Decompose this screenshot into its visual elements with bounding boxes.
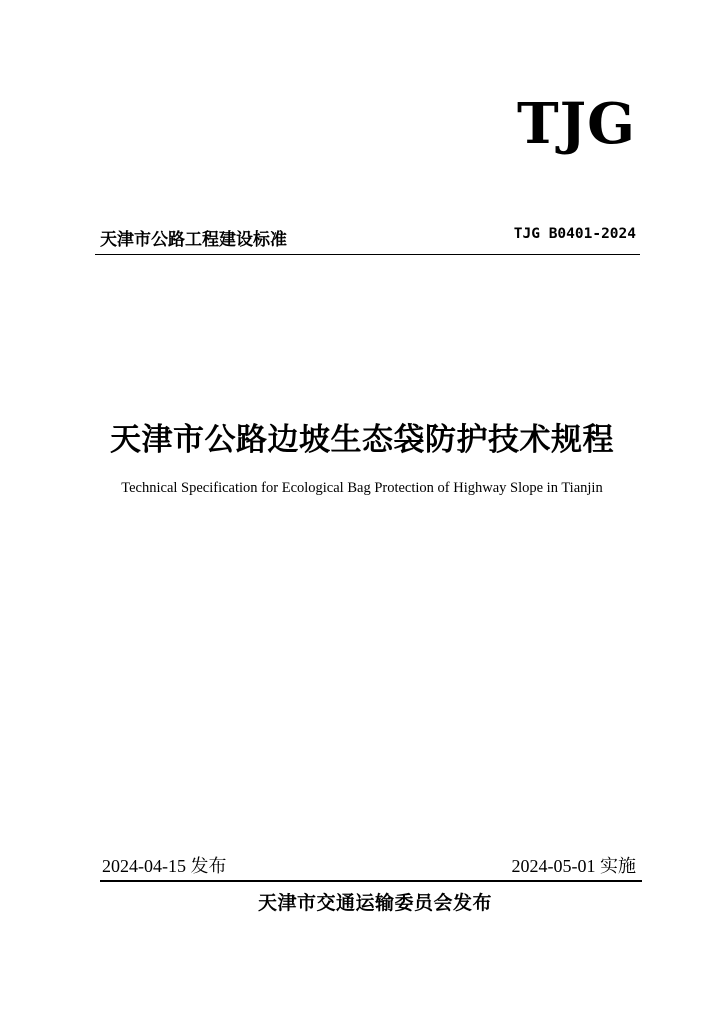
publisher: 天津市交通运输委员会发布 xyxy=(258,892,493,914)
document-title-english: Technical Specification for Ecological Bag Protection of Highway Slope in Tianjin xyxy=(121,480,603,496)
date-row xyxy=(102,852,636,876)
issue-date: 2024-04-15 发布 xyxy=(102,856,227,876)
header-divider xyxy=(95,254,640,255)
standard-series-name: 天津市公路工程建设标准 xyxy=(100,230,287,250)
footer-divider xyxy=(100,880,642,882)
document-title-chinese: 天津市公路边坡生态袋防护技术规程 xyxy=(110,422,614,458)
implementation-date: 2024-05-01 实施 xyxy=(511,856,636,876)
standard-logo: TJG xyxy=(517,91,636,157)
header-row xyxy=(100,225,636,249)
document-code: TJG B0401-2024 xyxy=(513,226,636,242)
